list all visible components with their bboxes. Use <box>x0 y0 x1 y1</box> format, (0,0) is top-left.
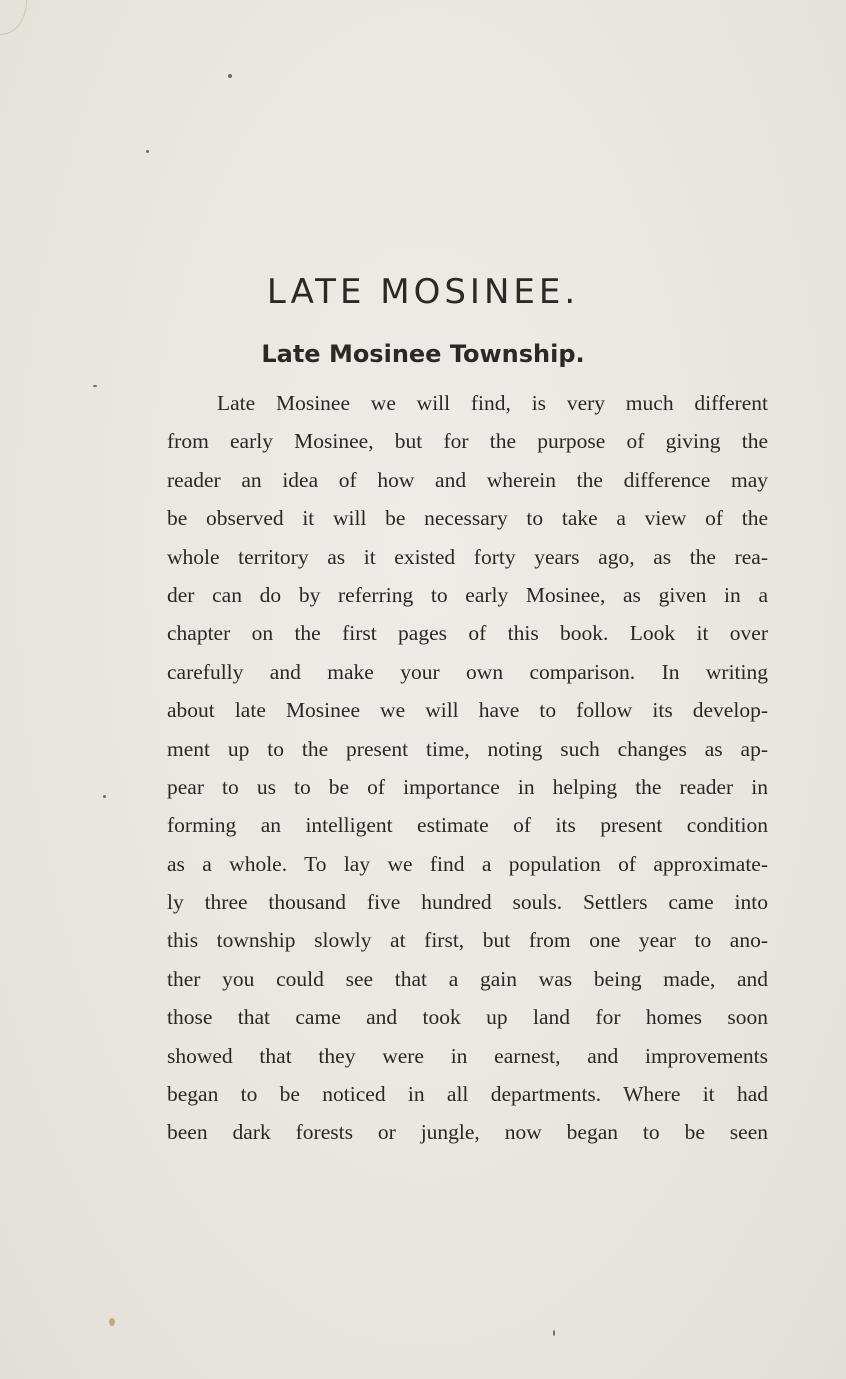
body-paragraph <box>167 384 768 1152</box>
ink-speck <box>146 150 149 153</box>
text-line: chapter on the first pages of this book. Look it over <box>167 621 768 646</box>
text-line: this township slowly at first, but from one year to ano- <box>167 928 768 953</box>
text-line: those that came and took up land for homes soon <box>167 1005 768 1030</box>
ink-speck <box>109 1318 115 1326</box>
ink-speck <box>228 74 232 78</box>
text-line: pear to us to be of importance in helping the reader in <box>167 774 768 799</box>
text-line: carefully and make your own comparison. In writing <box>167 659 768 684</box>
text-line: from early Mosinee, but for the purpose of giving the <box>167 429 768 454</box>
text-line: been dark forests or jungle, now began to be seen <box>167 1120 768 1145</box>
text-line: forming an intelligent estimate of its present condition <box>167 813 768 838</box>
text-line: as a whole. To lay we find a population of approximate- <box>167 851 768 876</box>
text-line: ment up to the present time, noting such changes as ap- <box>167 736 768 761</box>
text-line: ther you could see that a gain was being made, and <box>167 966 768 991</box>
text-line: Late Mosinee we will find, is very much different <box>217 391 768 415</box>
text-line: ly three thousand five hundred souls. Settlers came into <box>167 890 768 915</box>
text-line: showed that they were in earnest, and improvements <box>167 1043 768 1068</box>
ink-speck <box>93 385 97 387</box>
text-line: about late Mosinee we will have to follow its develop- <box>167 698 768 723</box>
text-line: reader an idea of how and wherein the difference may <box>167 467 768 492</box>
text-line: be observed it will be necessary to take a view of the <box>167 506 768 531</box>
page-corner <box>0 0 27 35</box>
ink-speck <box>103 795 106 798</box>
page-title: LATE MOSINEE. <box>266 272 580 312</box>
ink-speck <box>553 1330 555 1336</box>
section-title: Late Mosinee Township. <box>261 340 585 368</box>
text-line: began to be noticed in all departments. Where it had <box>167 1082 768 1107</box>
text-line: der can do by referring to early Mosinee, as given in a <box>167 582 768 607</box>
text-line: whole territory as it existed forty years ago, as the rea- <box>167 544 768 569</box>
